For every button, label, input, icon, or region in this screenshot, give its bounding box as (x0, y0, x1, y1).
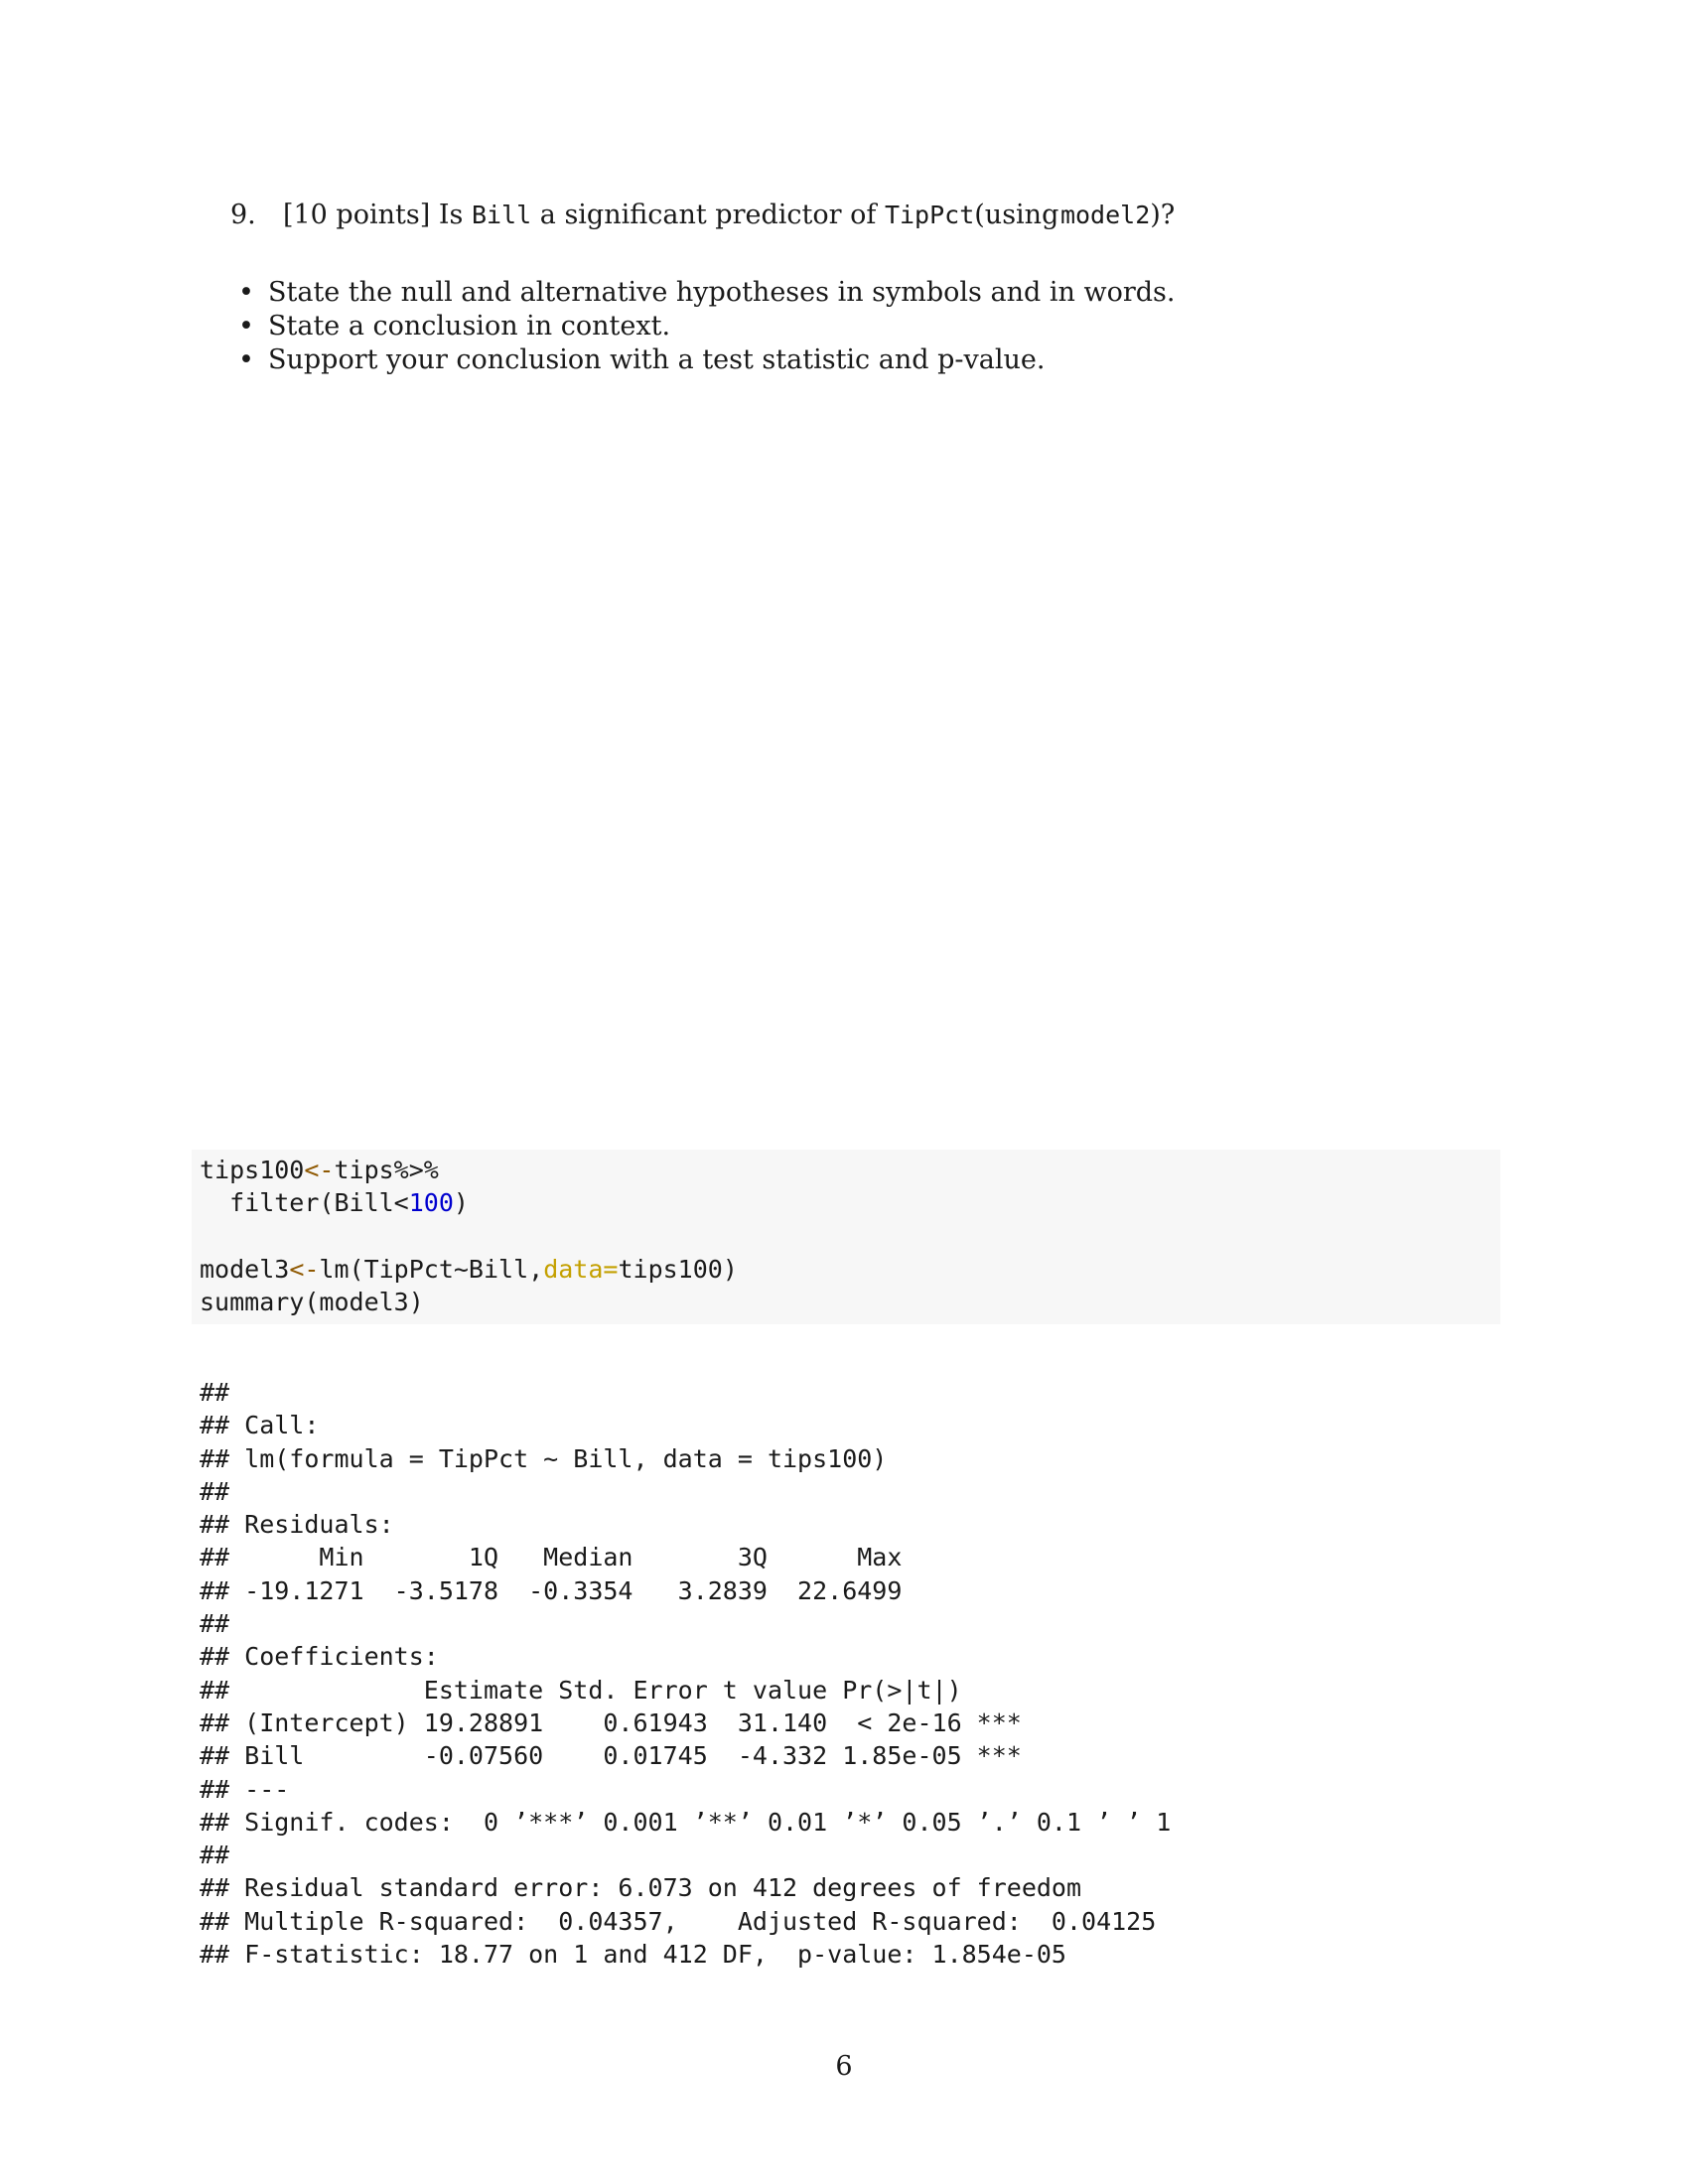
output-line: ## Call: (200, 1411, 320, 1440)
output-line: ## Residual standard error: 6.073 on 412 degrees of freedom (200, 1873, 1082, 1903)
output-line: ## Min 1Q Median 3Q Max (200, 1543, 903, 1572)
output-line: ## Multiple R-squared: 0.04357, Adjusted R-squared: 0.04125 (200, 1906, 1157, 1936)
question-number: 9. (230, 200, 256, 230)
question-text-3: (using (974, 200, 1059, 230)
question-text-4: )? (1150, 200, 1176, 230)
question-9 (230, 199, 1175, 232)
output-line: ## Coefficients: (200, 1642, 439, 1672)
output-line: ## Estimate Std. Error t value Pr(>|t|) (200, 1675, 962, 1705)
question-var-tippct: TipPct (884, 201, 975, 229)
output-line: ## (200, 1378, 230, 1407)
list-item: • State a conclusion in context. (238, 311, 671, 341)
code-block: tips100<-tips%>% filter(Bill<100) model3<-lm(TipPct~Bill,data=tips100) summary(model3) (200, 1156, 738, 1317)
output-line: ## (200, 1841, 230, 1870)
list-item: • Support your conclusion with a test statistic and p-value. (238, 344, 1046, 375)
question-points: [10 points] (282, 200, 431, 230)
question-text-1: Is (438, 200, 464, 230)
page-number: 6 (835, 2051, 853, 2082)
output-line: ## (Intercept) 19.28891 0.61943 31.140 < 2e-16 *** (200, 1707, 1022, 1737)
list-item: • State the null and alternative hypotheses in symbols and in words. (238, 277, 1176, 308)
output-line: ## Bill -0.07560 0.01745 -4.332 1.85e-05 *** (200, 1741, 1022, 1771)
bullet-icon: • (238, 344, 254, 375)
output-line: ## (200, 1609, 230, 1639)
instruction-list (238, 276, 1175, 377)
r-output (200, 1376, 1171, 1971)
output-line: ## Residuals: (200, 1510, 394, 1540)
question-text-2: a significant predictor of (539, 200, 877, 230)
question-var-model2: model2 (1059, 201, 1151, 229)
output-line: ## Signif. codes: 0 ’***’ 0.001 ’**’ 0.01 ’*’ 0.05 ’.’ 0.1 ’ ’ 1 (200, 1807, 1172, 1837)
bullet-icon: • (238, 311, 254, 341)
output-line: ## (200, 1476, 230, 1506)
output-line: ## -19.1271 -3.5178 -0.3354 3.2839 22.6499 (200, 1575, 903, 1605)
output-line: ## lm(formula = TipPct ~ Bill, data = tips100) (200, 1443, 888, 1473)
output-line: ## F-statistic: 18.77 on 1 and 412 DF, p-value: 1.854e-05 (200, 1940, 1066, 1970)
question-var-bill: Bill (471, 201, 532, 229)
output-line: ## --- (200, 1774, 290, 1804)
bullet-icon: • (238, 277, 254, 308)
